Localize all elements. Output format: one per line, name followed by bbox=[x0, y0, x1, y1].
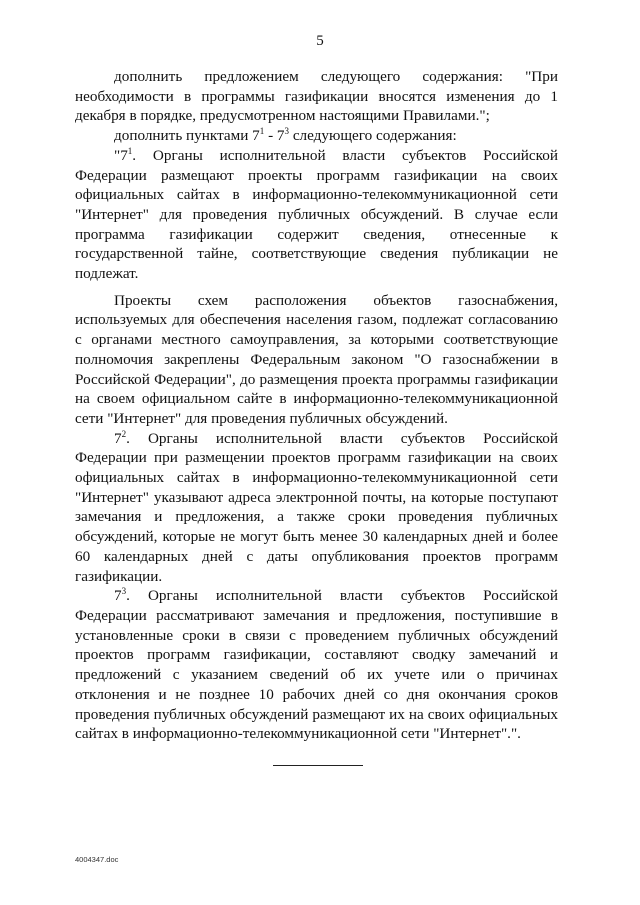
point-7-1-number: "7 bbox=[114, 146, 128, 164]
paragraph-amendment-sentence: дополнить предложением следующего содержания: "При необходимости в программы газификации вносятся изменения до 1 декабря в порядке, предусмотренном настоящими Правилами."; bbox=[75, 68, 558, 125]
end-divider-line bbox=[273, 765, 363, 766]
paragraph-point-7-2 bbox=[75, 429, 558, 587]
paragraph-amendment-points bbox=[75, 126, 558, 146]
point-7-1-superscript: 1 bbox=[127, 145, 133, 156]
point-7-3-superscript: 3 bbox=[121, 586, 127, 597]
point-7-3-number: 7 bbox=[114, 587, 122, 605]
file-reference: 4004347.doc bbox=[75, 855, 119, 864]
points-tail-text: следующего содержания: bbox=[289, 127, 457, 145]
paragraph-point-7-3 bbox=[75, 586, 558, 744]
points-start-superscript: 1 bbox=[259, 126, 265, 137]
paragraph-gas-supply-schemes: Проекты схем расположения объектов газоснабжения, используемых для обеспечения населения газом, подлежат согласованию с органами местного самоуправления, за которыми соответствующие полномочия закреплены Федеральным законом "О газоснабжении в Российской Федерации", до размещения проекта программы газификации на своем официальном сайте в информационно-телекоммуникационной сети "Интернет" для проведения публичных обсуждений. bbox=[75, 291, 558, 427]
point-7-2-superscript: 2 bbox=[121, 428, 127, 439]
document-body bbox=[75, 67, 558, 744]
point-7-2-number: 7 bbox=[114, 429, 122, 447]
points-end-superscript: 3 bbox=[284, 126, 290, 137]
point-7-3-text: . Органы исполнительной власти субъектов Российской Федерации рассматривают замечания и предложения, поступившие в установленные сроки в связи с проведением публичных обсуждений проектов программ газификации, составляют сводку замечаний и предложений с указанием сведений об их учете или о причинах отклонения и не позднее 10 рабочих дней со дня окончания сроков проведения публичных обсуждений размещают их на своих официальных сайтах в информационно-телекоммуникационной сети "Интернет".". bbox=[75, 587, 558, 743]
page-number: 5 bbox=[316, 33, 324, 49]
paragraph-point-7-1 bbox=[75, 146, 558, 284]
points-range-text: - 7 bbox=[264, 127, 285, 145]
point-7-1-text: . Органы исполнительной власти субъектов Российской Федерации размещают проекты программ газификации на своих официальных сайтах в информационно-телекоммуникационной сети "Интернет" для проведения публичных обсуждений. В случае если программа газификации содержит сведения, отнесенные к государственной тайне, соответствующие сведения публикации не подлежат. bbox=[75, 146, 558, 283]
points-intro-text: дополнить пунктами 7 bbox=[114, 127, 260, 145]
point-7-2-text: . Органы исполнительной власти субъектов Российской Федерации при размещении проектов программ газификации на своих официальных сайтах в информационно-телекоммуникационной сети "Интернет" указывают адреса электронной почты, на которые поступают замечания и предложения, а также сроки проведения публичных обсуждений, которые не могут быть менее 30 календарных дней и более 60 календарных дней с даты опубликования проектов программ газификации. bbox=[75, 429, 558, 585]
